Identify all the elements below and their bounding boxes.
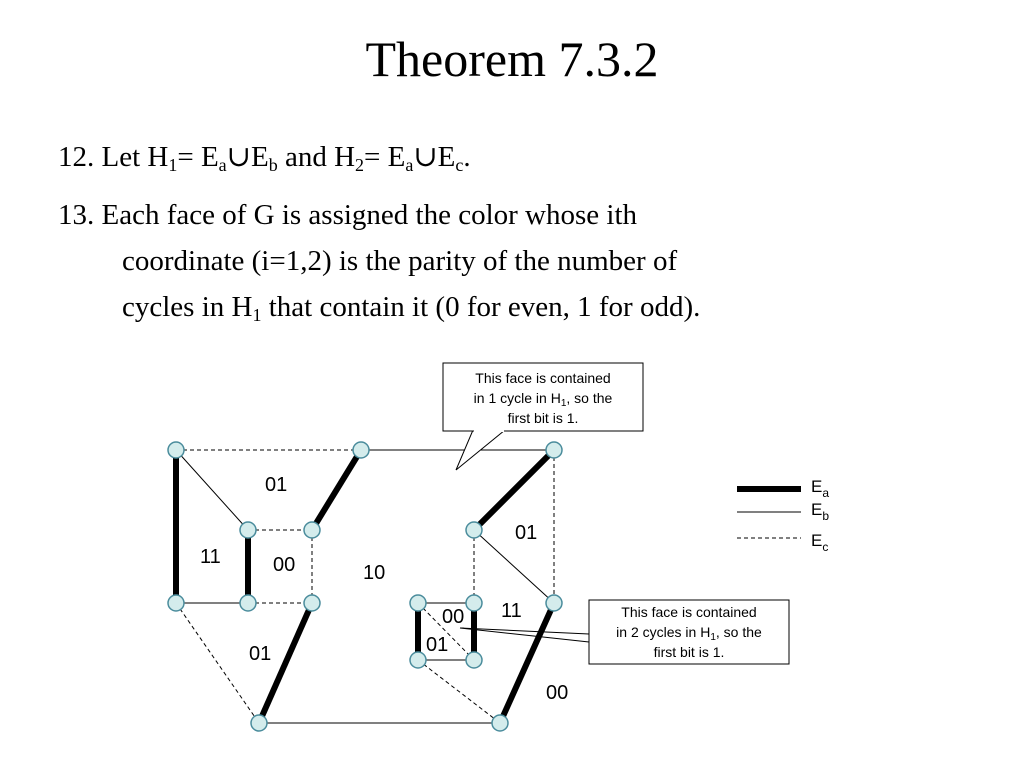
- face-label-center-10: 10: [363, 562, 386, 584]
- face-label-inner-00: 00: [273, 554, 296, 576]
- face-label-right-01: 01: [515, 522, 538, 544]
- svg-text:first bit is 1.: first bit is 1.: [653, 644, 725, 660]
- ec-edges: [176, 450, 554, 723]
- svg-text:in 1 cycle in H1, so the: in 1 cycle in $H_1$, so the: [473, 390, 613, 409]
- vertex: [466, 522, 482, 538]
- svg-text:This face is contained: This face is contained: [475, 370, 611, 386]
- item-12: 12. Let $H_1=$ $E_a\cup E_b$ and $H_2=$ $E_a\cup E_c$.: [58, 141, 471, 175]
- ea-edges: [176, 450, 554, 723]
- face-label-top-left: 01: [265, 474, 288, 496]
- face-label-left-11: 11: [200, 546, 221, 568]
- vertex: [240, 522, 256, 538]
- item-13-line-1: 13. Each face of G is assigned the color whose ith: [58, 199, 638, 231]
- vertex: [240, 595, 256, 611]
- legend-eb-label: $E_b$: [811, 500, 830, 523]
- vertex: [168, 442, 184, 458]
- vertices: [168, 442, 562, 731]
- vertex: [410, 652, 426, 668]
- vertex: [410, 595, 426, 611]
- vertex: [492, 715, 508, 731]
- legend: [737, 477, 829, 554]
- item-13-line-2: coordinate (i=1,2) is the parity of the number of: [122, 245, 678, 277]
- vertex: [466, 595, 482, 611]
- face-label-small-00: 00: [442, 606, 465, 628]
- item-13-line-3: cycles in $H_1$ that contain it (0 for even, 1 for odd).: [122, 291, 701, 325]
- vertex: [546, 595, 562, 611]
- vertex: [546, 442, 562, 458]
- svg-text:This face is contained: This face is contained: [621, 604, 757, 620]
- callout-bottom: [589, 600, 789, 664]
- eb-edges: [176, 450, 554, 723]
- face-label-bottom-right-00: 00: [546, 682, 569, 704]
- vertex: [304, 595, 320, 611]
- legend-ea-label: $E_a$: [811, 477, 830, 500]
- svg-text:first bit is 1.: first bit is 1.: [507, 410, 579, 426]
- legend-ec-label: $E_c$: [811, 531, 829, 554]
- face-label-right-11: 11: [501, 600, 522, 622]
- vertex: [304, 522, 320, 538]
- callout-bottom-pointer: [460, 628, 589, 642]
- vertex: [251, 715, 267, 731]
- svg-text:in 2 cycles in H1, so the: in 2 cycles in $H_1$, so the: [616, 624, 762, 643]
- vertex: [466, 652, 482, 668]
- face-label-small-01: 01: [426, 634, 449, 656]
- callout-top: [443, 363, 643, 431]
- vertex: [168, 595, 184, 611]
- vertex: [353, 442, 369, 458]
- face-labels: [200, 474, 568, 704]
- face-label-bottom-left-01: 01: [249, 643, 272, 665]
- slide-title: Theorem 7.3.2: [365, 31, 659, 87]
